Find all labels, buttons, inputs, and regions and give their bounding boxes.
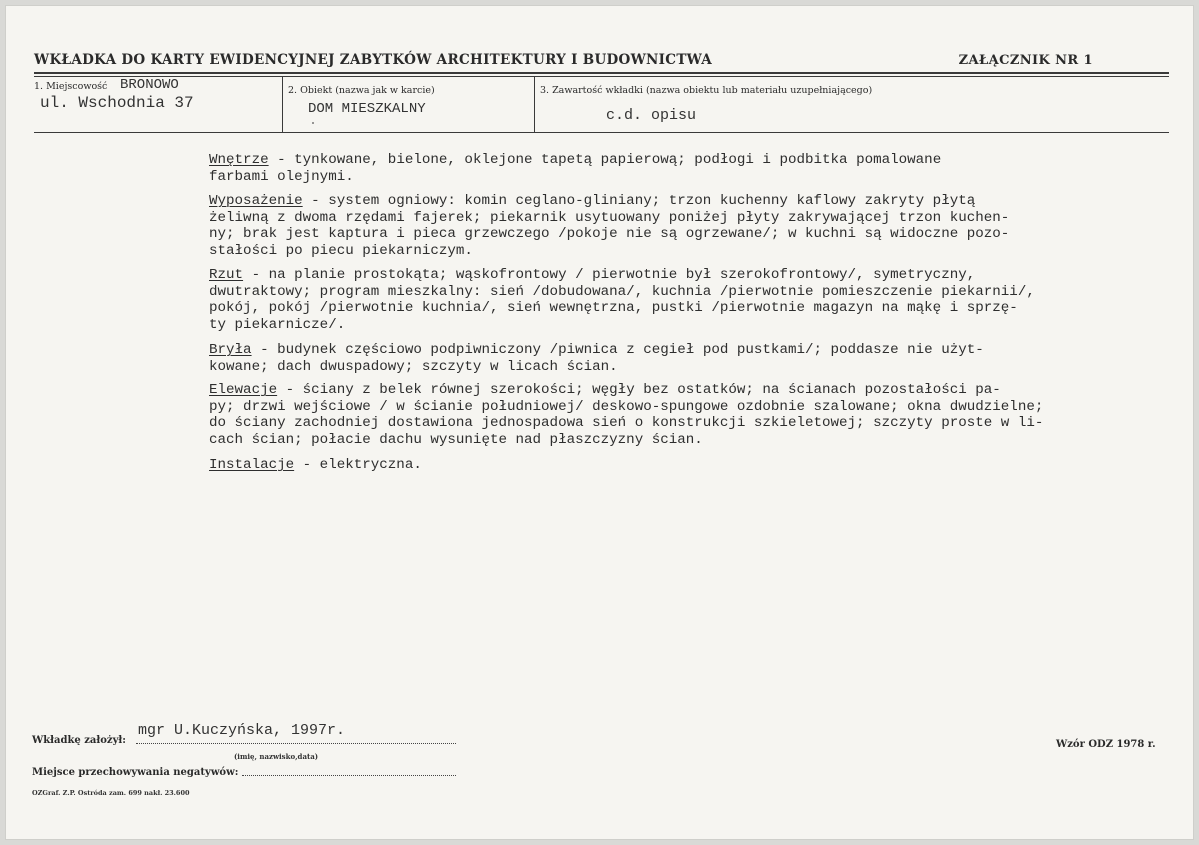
storage-line bbox=[242, 775, 456, 776]
section-elevations: Elewacje - ściany z belek równej szerokości; węgły bez ostatków; na ścianach pozostałości pa- py; drzwi wejściowe / w ścianie południowej/ deskowo-spungowe ozdobnie szalowane; okna dwudzielne; do ściany zachodniej dostawiona jednospadowa sień o konstrukcji szkieletowej; szczyty proste w li- cach ścian; połacie dachu wysunięte nad płaszczyzny ścian. bbox=[209, 382, 1044, 448]
section-mass: Bryła - budynek częściowo podpiwniczony /piwnica z cegieł pod pustkami/; poddasze nie użyt- kowane; dach dwuspadowy; szczyty w licach ścian. bbox=[209, 342, 984, 375]
locality-value: BRONOWO bbox=[120, 77, 179, 93]
section-heading: Wnętrze bbox=[209, 152, 269, 168]
form-code: Wzór ODZ 1978 r. bbox=[1056, 739, 1156, 750]
print-info: OZGraf. Z.P. Ostróda zam. 699 nakł. 23.600 bbox=[32, 789, 190, 797]
founder-value: mgr U.Kuczyńska, 1997r. bbox=[138, 722, 346, 739]
founder-label: Wkładkę założył: bbox=[32, 735, 126, 746]
object-label: 2. Obiekt (nazwa jak w karcie) bbox=[288, 85, 435, 96]
content-field bbox=[534, 76, 1169, 132]
object-value: DOM MIESZKALNY bbox=[308, 101, 426, 117]
locality-label: 1. Miejscowość bbox=[34, 81, 108, 92]
record-insert-card bbox=[6, 6, 1193, 839]
section-heading: Wyposażenie bbox=[209, 193, 303, 209]
section-heading: Elewacje bbox=[209, 382, 278, 398]
section-heading: Bryła bbox=[209, 342, 252, 358]
form-title: WKŁADKA DO KARTY EWIDENCYJNEJ ZABYTKÓW ARCHITEKTURY I BUDOWNICTWA bbox=[34, 52, 713, 68]
attachment-number: ZAŁĄCZNIK NR 1 bbox=[958, 53, 1093, 68]
section-equipment: Wyposażenie - system ogniowy: komin ceglano-gliniany; trzon kuchenny kaflowy zakryty płytą żeliwną z dwoma rzędami fajerek; piekarnik usytuowany poniżej płyty zakrywającej trzon kuchen- ny; brak jest kaptura i pieca grzewczego /pokoje nie są ogrzewane/; w kuchni są widoczne pozo- stałości po piecu piekarniczym. bbox=[209, 193, 1010, 259]
fields-rule bbox=[34, 132, 1169, 133]
content-value: c.d. opisu bbox=[606, 107, 697, 124]
header-rule bbox=[34, 72, 1169, 74]
locality-field bbox=[34, 76, 283, 132]
object-field bbox=[282, 76, 535, 132]
founder-hint: (imię, nazwisko,data) bbox=[234, 752, 319, 761]
content-label: 3. Zawartość wkładki (nazwa obiektu lub materiału uzupełniającego) bbox=[540, 85, 873, 96]
storage-label: Miejsce przechowywania negatywów: bbox=[32, 767, 239, 778]
section-heading: Rzut bbox=[209, 267, 244, 283]
street-value: ul. Wschodnia 37 bbox=[40, 94, 194, 112]
bracket-mark bbox=[312, 122, 314, 124]
section-installations: Instalacje - elektryczna. bbox=[209, 457, 422, 473]
section-interior: Wnętrze - tynkowane, bielone, oklejone tapetą papierową; podłogi i podbitka pomalowane farbami olejnymi. bbox=[209, 152, 942, 185]
section-plan: Rzut - na planie prostokąta; wąskofrontowy / pierwotnie był szerokofrontowy/, symetryczny, dwutraktowy; program mieszkalny: sień /dobudowana/, kuchnia /pierwotnie pomieszczenie piekarnii/, pokój, pokój /pierwotnie kuchnia/, sień wewnętrzna, pustki /pierwotnie magazyn na mąkę i sprzę- ty piekarnicze/. bbox=[209, 267, 1035, 333]
founder-line bbox=[136, 743, 456, 744]
section-heading: Instalacje bbox=[209, 457, 295, 473]
